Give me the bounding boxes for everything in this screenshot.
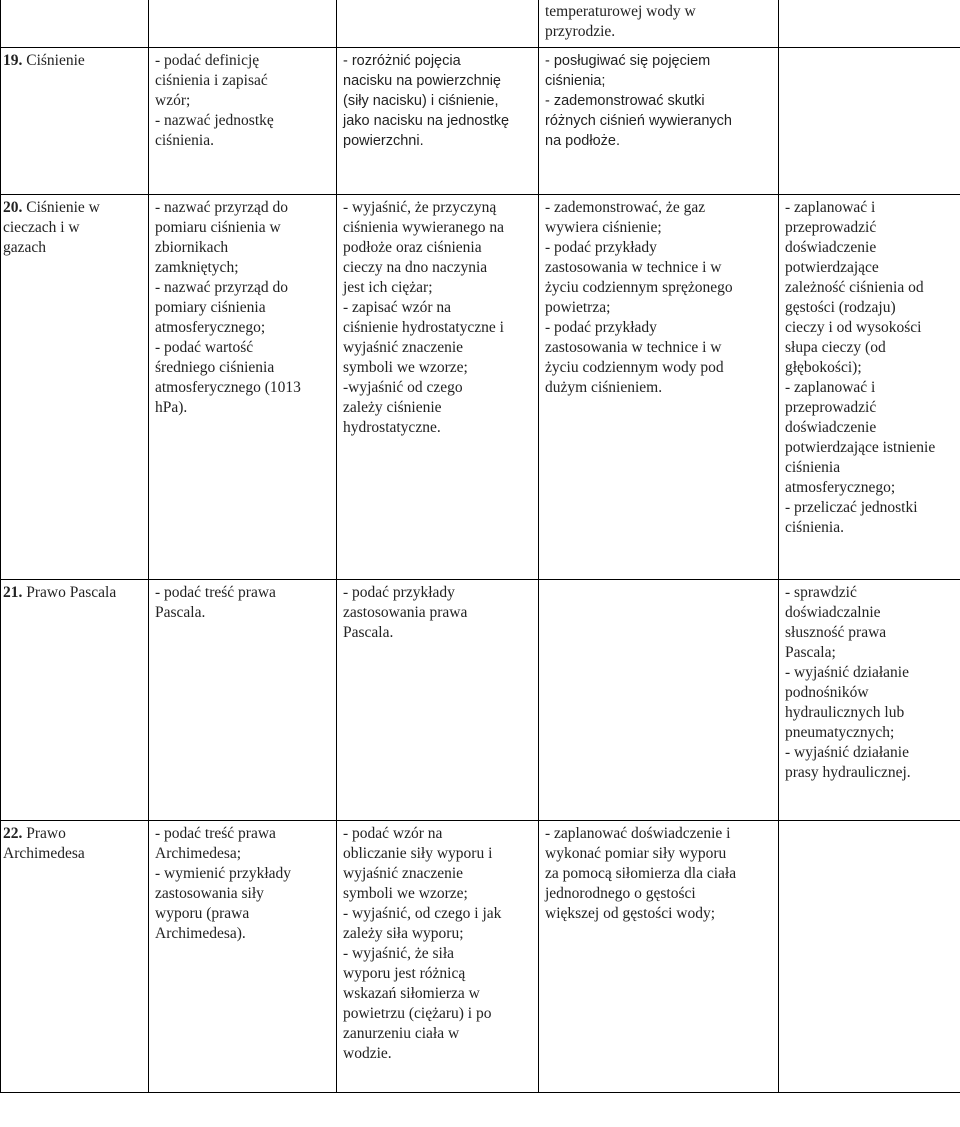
requirement-line: - zaplanować i	[785, 199, 876, 216]
requirement-line: powierzchni.	[343, 133, 424, 149]
requirement-line: Pascala;	[785, 644, 836, 661]
requirement-line: podłoże oraz ciśnienia	[343, 239, 482, 256]
requirement-line: potwierdzające	[785, 259, 879, 276]
requirement-line: -wyjaśnić od czego	[343, 379, 463, 396]
requirement-cell	[149, 580, 337, 821]
requirement-line: słupa cieczy (od	[785, 339, 886, 356]
topic-title-line: Prawo	[26, 825, 66, 842]
requirement-cell	[539, 48, 779, 195]
requirement-line: - zaplanować i	[785, 379, 876, 396]
requirement-line: za pomocą siłomierza dla ciała	[545, 865, 737, 882]
requirement-line: - podać treść prawa	[155, 825, 276, 842]
topic-number: 20.	[3, 199, 23, 216]
topic-title-line: Ciśnienie w	[26, 199, 100, 216]
requirement-line: - zademonstrować skutki	[545, 93, 705, 109]
requirement-line: cieczy na dno naczynia	[343, 259, 488, 276]
requirement-cell	[539, 195, 779, 580]
requirement-line: ciśnienia;	[545, 73, 606, 89]
requirement-line: ciśnienie hydrostatyczne i	[343, 319, 504, 336]
requirement-line: - posługiwać się pojęciem	[545, 53, 711, 69]
topic-cell	[1, 821, 149, 1093]
requirement-cell	[779, 821, 960, 1093]
requirement-line: pomiaru ciśnienia w	[155, 219, 281, 236]
requirement-line: słuszność prawa	[785, 624, 887, 641]
requirement-line: pomiary ciśnienia	[155, 299, 266, 316]
requirement-line: - wymienić przykłady	[155, 865, 292, 882]
topic-number: 19.	[3, 52, 23, 69]
requirement-line: różnych ciśnień wywieranych	[545, 113, 732, 129]
requirement-line: Pascala.	[155, 604, 206, 621]
table-row	[1, 48, 960, 195]
requirement-line: ciśnienia.	[785, 519, 844, 536]
requirement-line: wykonać pomiar siły wyporu	[545, 845, 727, 862]
requirement-line: - podać wzór na	[343, 825, 443, 842]
requirement-line: - podać wartość	[155, 339, 254, 356]
topic-cell	[1, 580, 149, 821]
requirement-line: wzór;	[155, 92, 191, 109]
requirement-line: zależy siła wyporu;	[343, 925, 464, 942]
requirement-cell	[337, 821, 539, 1093]
requirement-cell	[779, 580, 960, 821]
requirement-line: jako nacisku na jednostkę	[343, 113, 510, 129]
requirement-line: - zaplanować doświadczenie i	[545, 825, 731, 842]
requirement-line: - sprawdzić	[785, 584, 857, 601]
requirement-line: zależność ciśnienia od	[785, 279, 924, 296]
requirement-line: hPa).	[155, 399, 188, 416]
requirement-cell	[337, 0, 539, 48]
requirement-line: doświadczenie	[785, 419, 877, 436]
requirement-line: - podać przykłady	[545, 319, 657, 336]
requirement-line: - nazwać jednostkę	[155, 112, 274, 129]
topic-title-line: Archimedesa	[3, 845, 85, 862]
topic-title: Prawo Pascala	[26, 584, 117, 601]
requirement-line: gęstości (rodzaju)	[785, 299, 896, 316]
requirement-line: - zademonstrować, że gaz	[545, 199, 706, 216]
table-row	[1, 0, 960, 48]
requirement-line: - wyjaśnić działanie	[785, 664, 909, 681]
requirement-line: potwierdzające istnienie	[785, 439, 936, 456]
requirement-line: symboli we wzorze;	[343, 359, 468, 376]
requirement-line: wyjaśnić znaczenie	[343, 865, 464, 882]
requirement-cell	[149, 821, 337, 1093]
requirement-line: atmosferycznego (1013	[155, 379, 301, 396]
requirement-line: średniego ciśnienia	[155, 359, 275, 376]
requirement-line: życiu codziennym wody pod	[545, 359, 724, 376]
requirement-line: wyporu jest różnicą	[343, 965, 466, 982]
requirement-line: jednorodnego o gęstości	[545, 885, 696, 902]
requirement-line: zależy ciśnienie	[343, 399, 442, 416]
requirement-line: cieczy i od wysokości	[785, 319, 922, 336]
requirement-cell	[337, 195, 539, 580]
requirement-cell	[337, 580, 539, 821]
requirement-line: - nazwać przyrząd do	[155, 199, 288, 216]
requirement-line: atmosferycznego;	[155, 319, 266, 336]
table-row	[1, 580, 960, 821]
requirement-line: hydrostatyczne.	[343, 419, 441, 436]
requirement-line: zbiornikach	[155, 239, 229, 256]
requirement-line: symboli we wzorze;	[343, 885, 468, 902]
requirement-line: - podać przykłady	[343, 584, 455, 601]
requirement-line: - wyjaśnić działanie	[785, 744, 909, 761]
requirement-line: zastosowania w technice i w	[545, 259, 722, 276]
requirement-cell	[337, 48, 539, 195]
requirement-line: ciśnienia i zapisać	[155, 72, 268, 89]
requirement-line: ciśnienia wywieranego na	[343, 219, 504, 236]
requirement-line: na podłoże.	[545, 133, 620, 149]
requirement-line: atmosferycznego;	[785, 479, 896, 496]
requirement-line: Archimedesa;	[155, 845, 242, 862]
requirement-line: powietrzu (ciężaru) i po	[343, 1005, 492, 1022]
requirement-line: powietrza;	[545, 299, 611, 316]
requirement-line: - nazwać przyrząd do	[155, 279, 288, 296]
table-row	[1, 821, 960, 1093]
requirement-line: - wyjaśnić, od czego i jak	[343, 905, 502, 922]
requirement-line: zanurzeniu ciała w	[343, 1025, 460, 1042]
requirement-line: przeprowadzić	[785, 219, 877, 236]
requirement-line: jest ich ciężar;	[343, 279, 433, 296]
requirement-line: wywiera ciśnienie;	[545, 219, 662, 236]
requirement-cell	[779, 195, 960, 580]
topic-cell	[1, 0, 149, 48]
requirement-line: hydraulicznych lub	[785, 704, 905, 721]
requirement-line: przyrodzie.	[545, 23, 616, 40]
requirement-cell	[539, 821, 779, 1093]
requirement-line: - podać treść prawa	[155, 584, 276, 601]
requirement-line: zastosowania w technice i w	[545, 339, 722, 356]
requirement-cell	[149, 48, 337, 195]
requirement-line: obliczanie siły wyporu i	[343, 845, 493, 862]
requirement-line: - przeliczać jednostki	[785, 499, 918, 516]
requirement-line: zastosowania siły	[155, 885, 264, 902]
requirement-line: temperaturowej wody w	[545, 3, 696, 20]
requirement-line: życiu codziennym sprężonego	[545, 279, 733, 296]
requirement-line: zamkniętych;	[155, 259, 239, 276]
requirement-line: większej od gęstości wody;	[545, 905, 716, 922]
requirement-cell	[149, 195, 337, 580]
requirement-cell	[149, 0, 337, 48]
requirement-line: Pascala.	[343, 624, 394, 641]
table-row	[1, 195, 960, 580]
requirement-cell	[539, 580, 779, 821]
topic-title: Ciśnienie	[26, 52, 85, 69]
requirement-line: wodzie.	[343, 1045, 392, 1062]
requirement-line: - podać przykłady	[545, 239, 657, 256]
requirement-line: przeprowadzić	[785, 399, 877, 416]
topic-title-line: gazach	[3, 239, 47, 256]
requirement-line: wyjaśnić znaczenie	[343, 339, 464, 356]
requirement-line: doświadczenie	[785, 239, 877, 256]
requirement-line: - zapisać wzór na	[343, 299, 452, 316]
topic-cell	[1, 195, 149, 580]
requirement-line: zastosowania prawa	[343, 604, 468, 621]
requirement-line: dużym ciśnieniem.	[545, 379, 663, 396]
requirement-line: - rozróżnić pojęcia	[343, 53, 461, 69]
requirement-line: wskazań siłomierza w	[343, 985, 480, 1002]
requirement-line: pneumatycznych;	[785, 724, 895, 741]
requirement-line: (siły nacisku) i ciśnienie,	[343, 93, 499, 109]
requirement-line: Archimedesa).	[155, 925, 246, 942]
requirement-cell	[779, 48, 960, 195]
requirement-line: głębokości);	[785, 359, 862, 376]
topic-title-line: cieczach i w	[3, 219, 80, 236]
requirement-line: - wyjaśnić, że przyczyną	[343, 199, 497, 216]
requirement-line: - podać definicję	[155, 52, 260, 69]
requirement-line: prasy hydraulicznej.	[785, 764, 911, 781]
requirement-line: ciśnienia	[785, 459, 841, 476]
requirement-line: doświadczalnie	[785, 604, 881, 621]
requirement-line: wyporu (prawa	[155, 905, 250, 922]
requirement-cell	[779, 0, 960, 48]
topic-number: 21.	[3, 584, 23, 601]
requirement-line: ciśnienia.	[155, 132, 214, 149]
requirement-line: podnośników	[785, 684, 869, 701]
requirement-line: - wyjaśnić, że siła	[343, 945, 455, 962]
topic-cell	[1, 48, 149, 195]
requirement-cell	[539, 0, 779, 48]
requirement-line: nacisku na powierzchnię	[343, 73, 501, 89]
topic-number: 22.	[3, 825, 23, 842]
